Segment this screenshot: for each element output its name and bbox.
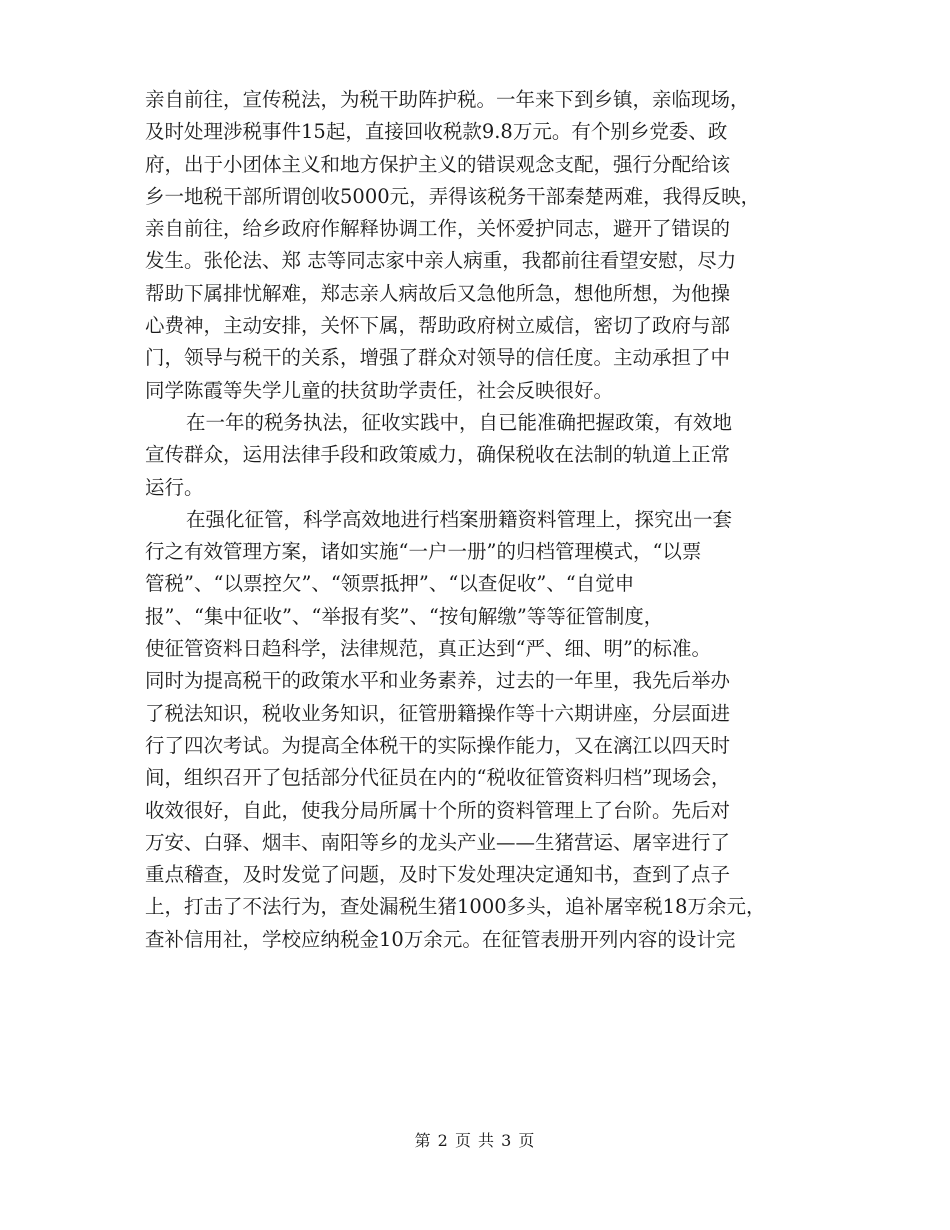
text-line: 收效很好，自此，使我分局所属十个所的资料管理上了台阶。先后对 [145,798,731,822]
text-line: 及时处理涉税事件15起，直接回收税款9.8万元。有个别乡党委、政 [145,120,728,144]
text-line: 门，领导与税干的关系，增强了群众对领导的信任度。主动承担了中 [145,346,731,370]
text-line: 发生。张伦法、郑 志等同志家中亲人病重，我都前往看望安慰，尽力 [145,249,737,273]
text-line: 亲自前往，给乡政府作解释协调工作，关怀爱护同志，避开了错误的 [145,217,731,241]
text-line: 宣传群众，运用法律手段和政策威力，确保税收在法制的轨道上正常 [145,443,731,467]
text-line: 帮助下属排忧解难，郑志亲人病故后又急他所急，想他所想，为他操 [145,281,731,305]
text-line: 管税”、“以票控欠”、“领票抵押”、“以查促收”、“自觉申 [145,572,635,596]
text-line: 在一年的税务执法，征收实践中，自已能准确把握政策，有效地 [186,410,733,434]
text-line: 行了四次考试。为提高全体税干的实际操作能力，又在漓江以四天时 [145,733,731,757]
text-line: 上，打击了不法行为，查处漏税生猪1000多头，追补屠宰税18万余元， [145,895,766,919]
text-line: 在强化征管，科学高效地进行档案册籍资料管理上，探究出一套 [186,507,733,531]
text-line: 府，出于小团体主义和地方保护主义的错误观念支配，强行分配给该 [145,152,731,176]
body-text [145,84,825,956]
text-line: 使征管资料日趋科学，法律规范，真正达到“严、细、明”的标准。 [145,637,711,661]
page-footer: 第 2 页 共 3 页 [414,1131,536,1150]
text-line: 了税法知识，税收业务知识，征管册籍操作等十六期讲座，分层面进 [145,701,731,725]
text-line: 亲自前往，宣传税法，为税干助阵护税。一年来下到乡镇，亲临现场， [145,88,750,111]
text-line: 查补信用社，学校应纳税金10万余元。在征管表册开列内容的设计完 [145,927,736,951]
text-line: 重点稽查，及时发觉了问题，及时下发处理决定通知书，查到了点子 [145,863,731,887]
text-line: 心费神，主动安排，关怀下属，帮助政府树立威信，密切了政府与部 [145,314,731,338]
text-line: 行之有效管理方案，诸如实施“一户一册”的归档管理模式，“以票 [145,540,702,564]
text-line: 运行。 [145,475,204,499]
text-line: 报”、“集中征收”、“举报有奖”、“按旬解缴”等等征管制度， [145,604,664,628]
text-line: 同学陈霞等失学儿童的扶贫助学责任，社会反映很好。 [145,378,614,402]
text-line: 间，组织召开了包括部分代征员在内的“税收征管资料归档”现场会， [145,766,731,790]
text-line: 同时为提高税干的政策水平和业务素养，过去的一年里，我先后举办 [145,669,731,693]
text-line: 乡一地税干部所谓创收5000元，弄得该税务干部秦楚两难，我得反映， [145,184,761,208]
text-line: 万安、白驿、烟丰、南阳等乡的龙头产业——生猪营运、屠宰进行了 [145,830,731,854]
